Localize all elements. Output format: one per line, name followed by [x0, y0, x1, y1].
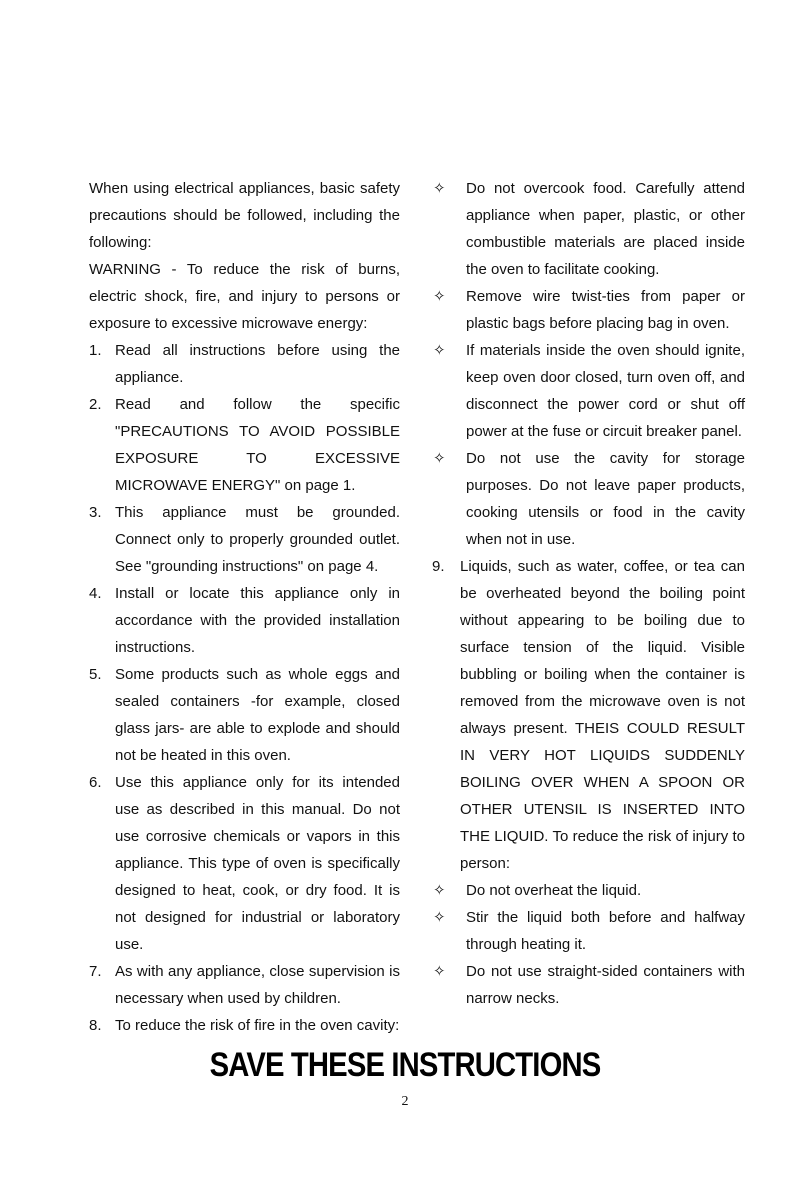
intro-paragraph: When using electrical appliances, basic safety precautions should be followed, including the following: — [89, 180, 400, 251]
item-number: 5. — [89, 666, 102, 683]
item-number: 4. — [89, 585, 102, 602]
diamond-star-icon: ✧ — [433, 450, 446, 467]
bullet-text: If materials inside the oven should ignite, keep oven door closed, turn oven off, and disconnect the power cord or shut off power at the fuse or circuit breaker panel. — [466, 342, 745, 440]
bullet-text: Stir the liquid both before and halfway through heating it. — [466, 909, 745, 953]
bullet-text: Do not use the cavity for storage purposes. Do not leave paper products, cooking utensils or food in the cavity when not in use. — [466, 450, 745, 548]
list-item — [89, 661, 400, 769]
list-item — [89, 391, 400, 499]
bullet-item — [432, 445, 745, 553]
item-number: 7. — [89, 963, 102, 980]
bullet-text: Do not use straight-sided containers with narrow necks. — [466, 963, 745, 1007]
item-text: This appliance must be grounded. Connect only to properly grounded outlet. See "grounding instructions" on page 4. — [115, 504, 400, 575]
list-item — [89, 337, 400, 391]
diamond-star-icon: ✧ — [433, 342, 446, 359]
bullet-item — [432, 877, 745, 904]
bullet-text: Remove wire twist-ties from paper or plastic bags before placing bag in oven. — [466, 288, 745, 332]
bullet-item — [432, 175, 745, 283]
diamond-star-icon: ✧ — [433, 180, 446, 197]
bullet-item — [432, 337, 745, 445]
item-text: Use this appliance only for its intended use as described in this manual. Do not use corrosive chemicals or vapors in this appliance. This type of oven is specifically designed to heat, cook, or dry food. It is not designed for industrial or laboratory use. — [115, 774, 400, 953]
item-text: Liquids, such as water, coffee, or tea can be overheated beyond the boiling point without appearing to be boiling due to surface tension of the liquid. Visible bubbling or boiling when the container is removed from the microwave oven is not always present. THEIS COULD RESULT IN VERY HOT LIQUIDS SUDDENLY BOILING OVER WHEN A SPOON OR OTHER UTENSIL IS INSERTED INTO THE LIQUID. To reduce the risk of injury to person: — [460, 558, 745, 872]
list-item — [432, 553, 745, 877]
list-item — [89, 958, 400, 1012]
list-item — [89, 499, 400, 580]
item-number: 8. — [89, 1017, 102, 1034]
diamond-star-icon: ✧ — [433, 288, 446, 305]
warning-paragraph: WARNING - To reduce the risk of burns, electric shock, fire, and injury to persons or exposure to excessive microwave energy: — [89, 261, 400, 332]
item-number: 3. — [89, 504, 102, 521]
bullet-item — [432, 283, 745, 337]
bullet-text: Do not overcook food. Carefully attend appliance when paper, plastic, or other combustible materials are placed inside the oven to facilitate cooking. — [466, 180, 745, 278]
bullet-item — [432, 904, 745, 958]
item-text: Some products such as whole eggs and sealed containers -for example, closed glass jars- are able to explode and should not be heated in this oven. — [115, 666, 400, 764]
diamond-star-icon: ✧ — [433, 909, 446, 926]
item-text: Read all instructions before using the appliance. — [115, 342, 400, 386]
left-column — [89, 175, 400, 1039]
bullet-item — [432, 958, 745, 1012]
item-text: To reduce the risk of fire in the oven cavity: — [115, 1017, 400, 1034]
list-item — [89, 1012, 400, 1039]
item-number: 1. — [89, 342, 102, 359]
right-column — [432, 175, 745, 1012]
item-text: Read and follow the specific "PRECAUTIONS TO AVOID POSSIBLE EXPOSURE TO EXCESSIVE MICROWAVE ENERGY" on page 1. — [115, 396, 400, 494]
item-number: 2. — [89, 396, 102, 413]
page-number: 2 — [401, 1094, 409, 1109]
bullet-text: Do not overheat the liquid. — [466, 882, 642, 899]
list-item — [89, 769, 400, 958]
item-text: Install or locate this appliance only in accordance with the provided installation instructions. — [115, 585, 400, 656]
diamond-star-icon: ✧ — [433, 882, 446, 899]
item-number: 6. — [89, 774, 102, 791]
item-text: As with any appliance, close supervision is necessary when used by children. — [115, 963, 400, 1007]
list-item — [89, 580, 400, 661]
diamond-star-icon: ✧ — [433, 963, 446, 980]
item-number: 9. — [432, 558, 445, 575]
save-instructions-heading: SAVE THESE INSTRUCTIONS — [209, 1046, 601, 1084]
